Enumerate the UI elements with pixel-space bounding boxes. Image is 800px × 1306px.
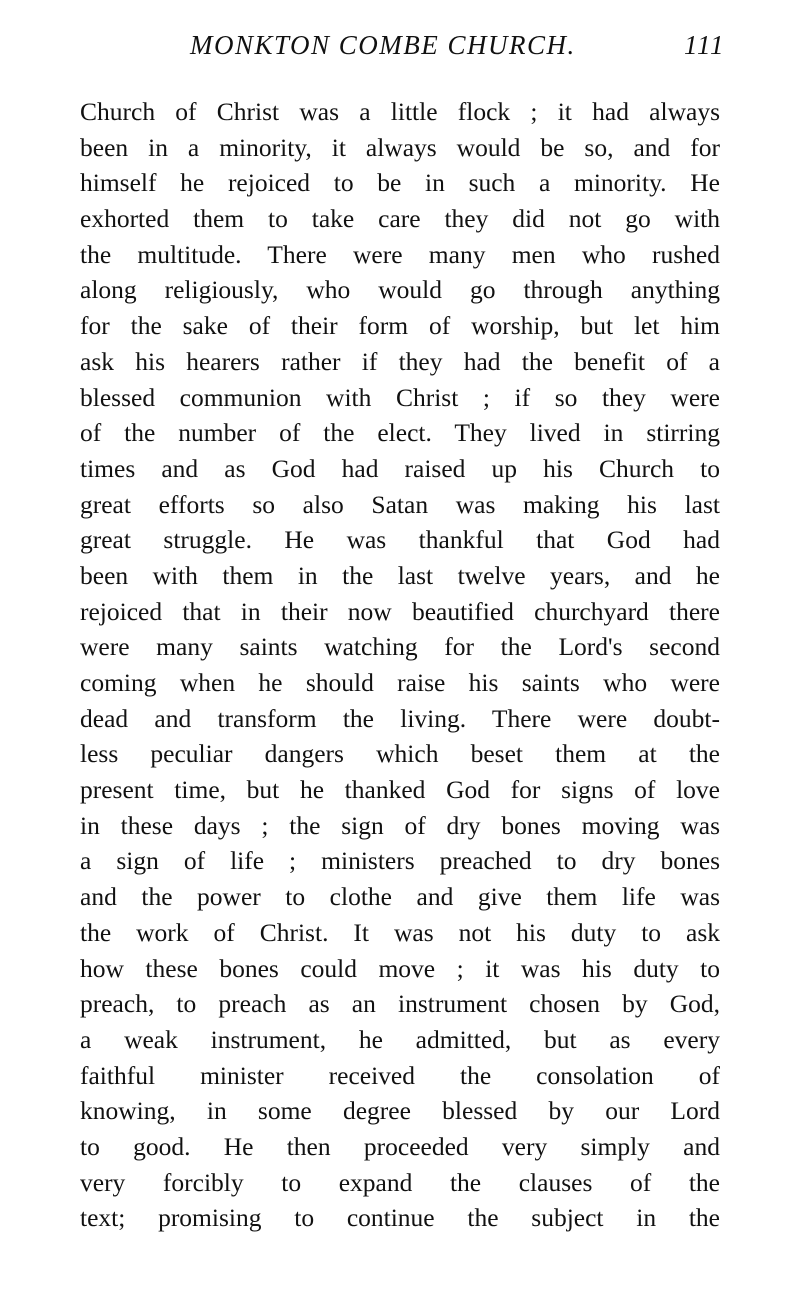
text-line: the work of Christ. It was not his duty to ask [80,917,720,947]
text-line: to good. He then proceeded very simply and [80,1131,720,1161]
body-text [80,94,720,1236]
text-line: been with them in the last twelve years, and he [80,560,720,590]
text-line: how these bones could move ; it was his duty to [80,953,720,983]
text-line: the multitude. There were many men who rushed [80,239,720,269]
text-line: were many saints watching for the Lord's second [80,632,720,662]
text-line: a weak instrument, he admitted, but as every [80,1024,720,1054]
text-line: for the sake of their form of worship, but let him [80,311,720,341]
text-line: been in a minority, it always would be so, and for [80,132,720,162]
text-line: and the power to clothe and give them life was [80,882,720,912]
text-line: less peculiar dangers which beset them at the [80,739,720,769]
text-line: preach, to preach as an instrument chosen by God, [80,989,720,1019]
text-line: himself he rejoiced to be in such a minority. He [80,168,720,198]
text-line: a sign of life ; ministers preached to dry bones [80,846,720,876]
text-line: times and as God had raised up his Church to [80,453,720,483]
text-line: dead and transform the living. There were doubt- [80,703,720,733]
text-line: knowing, in some degree blessed by our Lord [80,1096,720,1126]
text-line: great struggle. He was thankful that God had [80,525,720,555]
text-line: in these days ; the sign of dry bones moving was [80,810,720,840]
running-title: MONKTON COMBE CHURCH. [190,30,576,60]
text-line: Church of Christ was a little flock ; it had always [80,97,720,126]
text-line: blessed communion with Christ ; if so they were [80,382,720,412]
text-line: exhorted them to take care they did not go with [80,204,720,234]
text-line: rejoiced that in their now beautified churchyard there [80,596,720,626]
text-line: very forcibly to expand the clauses of the [80,1167,720,1197]
text-line: coming when he should raise his saints who were [80,668,720,697]
text-line: along religiously, who would go through anything [80,275,720,305]
text-line: text; promising to continue the subject in the [80,1203,720,1233]
running-head [180,30,725,70]
text-line: of the number of the elect. They lived in stirring [80,418,720,448]
text-line: great efforts so also Satan was making his last [80,489,720,519]
text-line: faithful minister received the consolation of [80,1060,720,1090]
text-line: present time, but he thanked God for signs of love [80,775,720,805]
page-number: 111 [684,30,725,60]
text-line: ask his hearers rather if they had the benefit of a [80,346,720,376]
